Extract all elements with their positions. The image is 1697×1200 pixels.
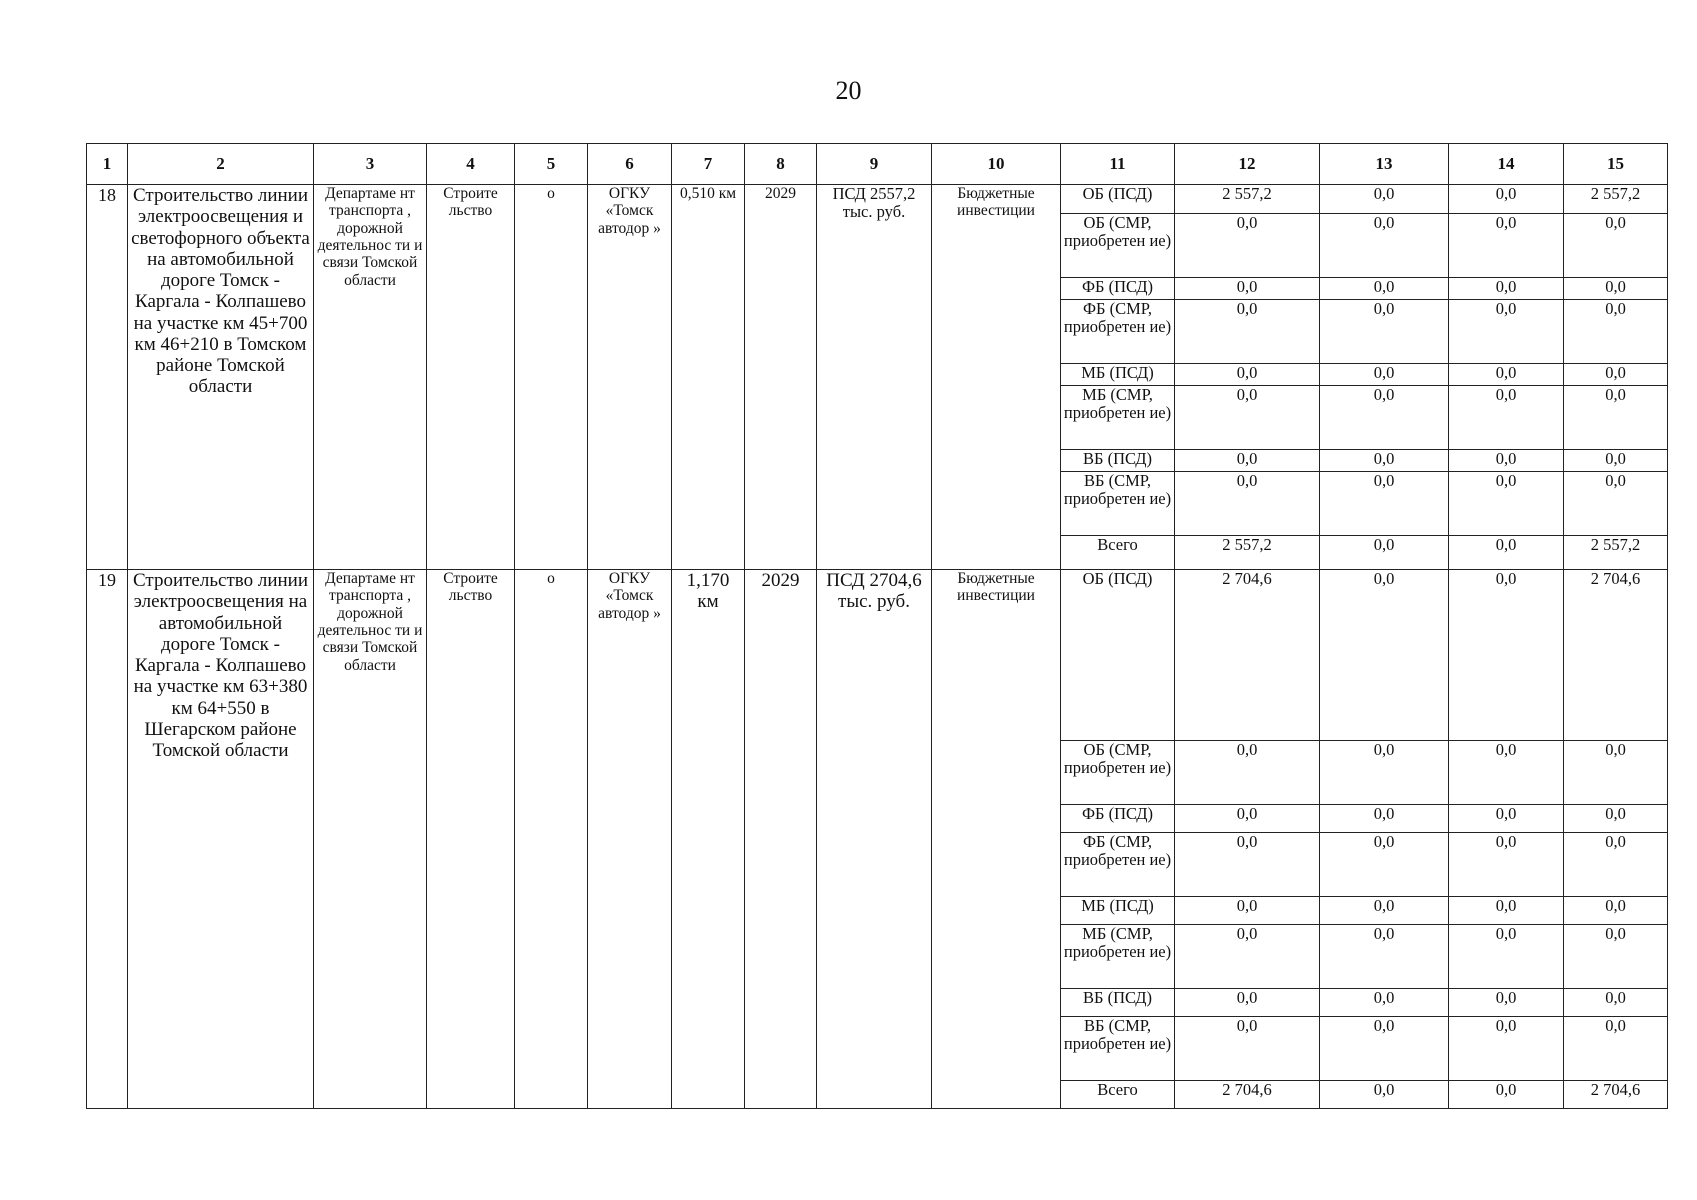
amount-col12: 0,0 [1175,925,1320,989]
column-header: 5 [515,144,588,185]
project-name: Строительство линии электроосвещения на автомобильной дороге Томск - Каргала - Колпашево на участке км 63+380 км 64+550 в Шегарском районе Томской области [128,570,314,1109]
object-length: 1,170 км [672,570,745,1109]
investment-type: Бюджетные инвестиции [932,185,1061,570]
amount-col15: 0,0 [1564,386,1668,450]
amount-col14: 0,0 [1449,536,1564,570]
amount-col14: 0,0 [1449,1081,1564,1109]
funding-source: Всего [1061,1081,1175,1109]
amount-col14: 0,0 [1449,1017,1564,1081]
amount-col14: 0,0 [1449,925,1564,989]
page-number: 20 [835,76,862,105]
amount-col14: 0,0 [1449,185,1564,214]
col5-mark: о [515,570,588,1109]
amount-col13: 0,0 [1320,741,1449,805]
amount-col15: 0,0 [1564,833,1668,897]
funding-source: ВБ (ПСД) [1061,450,1175,472]
amount-col14: 0,0 [1449,214,1564,278]
funding-source: ФБ (ПСД) [1061,278,1175,300]
responsible-department: Департаме нт транспорта , дорожной деятельнос ти и связи Томской области [314,570,427,1109]
column-header: 4 [427,144,515,185]
amount-col14: 0,0 [1449,364,1564,386]
amount-col12: 2 704,6 [1175,570,1320,741]
amount-col12: 0,0 [1175,450,1320,472]
funding-source: ОБ (СМР, приобретен ие) [1061,214,1175,278]
completion-year: 2029 [745,185,817,570]
amount-col15: 0,0 [1564,472,1668,536]
amount-col15: 0,0 [1564,925,1668,989]
funding-source: Всего [1061,536,1175,570]
funding-source: ВБ (СМР, приобретен ие) [1061,1017,1175,1081]
work-type: Строите льство [427,570,515,1109]
amount-col13: 0,0 [1320,897,1449,925]
column-header: 6 [588,144,672,185]
funding-source: ВБ (ПСД) [1061,989,1175,1017]
amount-col13: 0,0 [1320,300,1449,364]
amount-col15: 0,0 [1564,214,1668,278]
amount-col14: 0,0 [1449,278,1564,300]
column-header: 13 [1320,144,1449,185]
project-number: 18 [87,185,128,570]
funding-source: ОБ (ПСД) [1061,570,1175,741]
project-number: 19 [87,570,128,1109]
amount-col14: 0,0 [1449,833,1564,897]
amount-col13: 0,0 [1320,1081,1449,1109]
amount-col13: 0,0 [1320,805,1449,833]
amount-col15: 0,0 [1564,805,1668,833]
amount-col13: 0,0 [1320,536,1449,570]
amount-col14: 0,0 [1449,300,1564,364]
amount-col12: 0,0 [1175,278,1320,300]
funding-source: ОБ (СМР, приобретен ие) [1061,741,1175,805]
psd-cost: ПСД 2557,2 тыс. руб. [817,185,932,570]
amount-col14: 0,0 [1449,570,1564,741]
amount-col13: 0,0 [1320,989,1449,1017]
amount-col12: 0,0 [1175,300,1320,364]
amount-col12: 0,0 [1175,989,1320,1017]
investment-type: Бюджетные инвестиции [932,570,1061,1109]
work-type: Строите льство [427,185,515,570]
amount-col15: 0,0 [1564,741,1668,805]
column-header: 2 [128,144,314,185]
amount-col15: 0,0 [1564,364,1668,386]
amount-col14: 0,0 [1449,897,1564,925]
column-header: 12 [1175,144,1320,185]
funding-source: ФБ (ПСД) [1061,805,1175,833]
amount-col12: 2 557,2 [1175,185,1320,214]
amount-col14: 0,0 [1449,472,1564,536]
amount-col15: 0,0 [1564,278,1668,300]
amount-col13: 0,0 [1320,386,1449,450]
completion-year: 2029 [745,570,817,1109]
amount-col12: 2 704,6 [1175,1081,1320,1109]
amount-col12: 0,0 [1175,1017,1320,1081]
amount-col15: 0,0 [1564,1017,1668,1081]
amount-col15: 0,0 [1564,989,1668,1017]
amount-col13: 0,0 [1320,925,1449,989]
amount-col14: 0,0 [1449,386,1564,450]
amount-col13: 0,0 [1320,214,1449,278]
amount-col13: 0,0 [1320,278,1449,300]
funding-source: ФБ (СМР, приобретен ие) [1061,300,1175,364]
amount-col15: 2 704,6 [1564,570,1668,741]
amount-col14: 0,0 [1449,741,1564,805]
funding-source: МБ (СМР, приобретен ие) [1061,386,1175,450]
object-length: 0,510 км [672,185,745,570]
amount-col13: 0,0 [1320,833,1449,897]
amount-col13: 0,0 [1320,185,1449,214]
column-header: 7 [672,144,745,185]
funding-row [87,570,1668,741]
amount-col12: 0,0 [1175,472,1320,536]
investment-table [86,143,1668,1109]
amount-col13: 0,0 [1320,1017,1449,1081]
psd-cost: ПСД 2704,6 тыс. руб. [817,570,932,1109]
header-row [87,144,1668,185]
amount-col14: 0,0 [1449,450,1564,472]
funding-source: МБ (ПСД) [1061,364,1175,386]
column-header: 10 [932,144,1061,185]
column-header: 8 [745,144,817,185]
amount-col15: 0,0 [1564,450,1668,472]
amount-col12: 2 557,2 [1175,536,1320,570]
amount-col13: 0,0 [1320,570,1449,741]
col5-mark: о [515,185,588,570]
funding-source: МБ (ПСД) [1061,897,1175,925]
funding-row [87,185,1668,214]
column-header: 1 [87,144,128,185]
amount-col12: 0,0 [1175,805,1320,833]
project-name: Строительство линии электроосвещения и светофорного объекта на автомобильной дороге Томск - Каргала - Колпашево на участке км 45+700 км 46+210 в Томском районе Томской области [128,185,314,570]
amount-col15: 0,0 [1564,897,1668,925]
funding-source: ВБ (СМР, приобретен ие) [1061,472,1175,536]
customer-name: ОГКУ «Томск автодор » [588,570,672,1109]
amount-col15: 0,0 [1564,300,1668,364]
amount-col12: 0,0 [1175,214,1320,278]
funding-source: ФБ (СМР, приобретен ие) [1061,833,1175,897]
amount-col14: 0,0 [1449,805,1564,833]
amount-col12: 0,0 [1175,897,1320,925]
column-header: 9 [817,144,932,185]
funding-source: МБ (СМР, приобретен ие) [1061,925,1175,989]
column-header: 15 [1564,144,1668,185]
amount-col13: 0,0 [1320,450,1449,472]
amount-col12: 0,0 [1175,364,1320,386]
amount-col15: 2 557,2 [1564,536,1668,570]
column-header: 11 [1061,144,1175,185]
amount-col12: 0,0 [1175,741,1320,805]
column-header: 14 [1449,144,1564,185]
customer-name: ОГКУ «Томск автодор » [588,185,672,570]
funding-source: ОБ (ПСД) [1061,185,1175,214]
amount-col12: 0,0 [1175,386,1320,450]
amount-col13: 0,0 [1320,364,1449,386]
amount-col15: 2 557,2 [1564,185,1668,214]
amount-col15: 2 704,6 [1564,1081,1668,1109]
amount-col13: 0,0 [1320,472,1449,536]
responsible-department: Департаме нт транспорта , дорожной деятельнос ти и связи Томской области [314,185,427,570]
column-header: 3 [314,144,427,185]
amount-col14: 0,0 [1449,989,1564,1017]
amount-col12: 0,0 [1175,833,1320,897]
